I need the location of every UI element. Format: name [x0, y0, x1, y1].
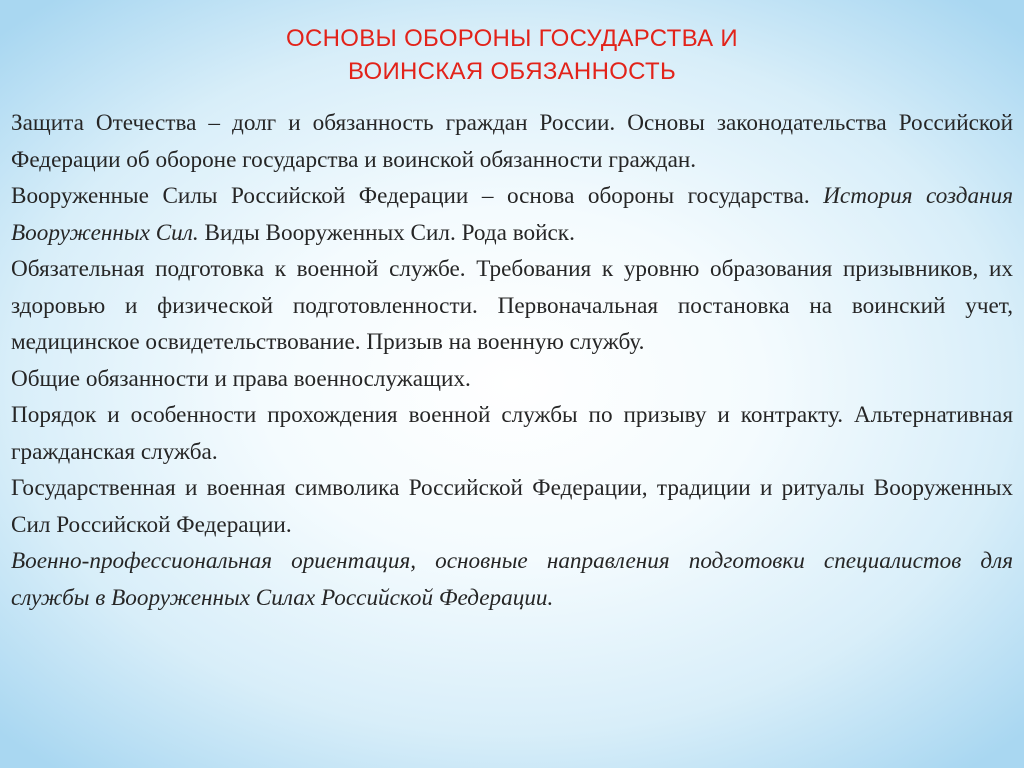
paragraph-career-orientation: Военно-профессиональная ориентация, основные направления подготовки специалистов для службы в Вооруженных Силах Российской Федерации.: [11, 548, 1013, 611]
paragraph-duties-rights: Общие обязанности и права военнослужащих.: [11, 365, 471, 392]
paragraph-symbols-traditions: Государственная и военная символика Российской Федерации, традиции и ритуалы Вооруженных Сил Российской Федерации.: [11, 475, 1013, 538]
armed-forces-types-text: Виды Вооруженных Сил. Рода войск.: [198, 219, 575, 246]
paragraph-armed-forces: [11, 178, 1013, 251]
slide-title-line-2: ВОИНСКАЯ ОБЯЗАННОСТЬ: [347, 58, 677, 85]
paragraph-service-order: Порядок и особенности прохождения военной службы по призыву и контракту. Альтернативная гражданская служба.: [11, 402, 1013, 465]
paragraph-defense-duty: Защита Отечества – долг и обязанность граждан России. Основы законодательства Российской Федерации об обороне государства и воинской обязанности граждан.: [11, 110, 1013, 173]
slide-body: [11, 105, 1013, 616]
slide-title-line-1: ОСНОВЫ ОБОРОНЫ ГОСУДАРСТВА И: [286, 25, 738, 52]
slide-title: [0, 22, 1024, 88]
armed-forces-history-italic: История создания Вооруженных Сил.: [11, 183, 1013, 246]
armed-forces-text: Вооруженные Силы Российской Федерации – основа обороны государства.: [11, 183, 824, 209]
paragraph-military-training: Обязательная подготовка к военной службе. Требования к уровню образования призывников, их здоровью и физической подготовленности. Первоначальная постановка на воинский учет, медицинское освидетельствование. Призыв на военную службу.: [11, 256, 1013, 355]
